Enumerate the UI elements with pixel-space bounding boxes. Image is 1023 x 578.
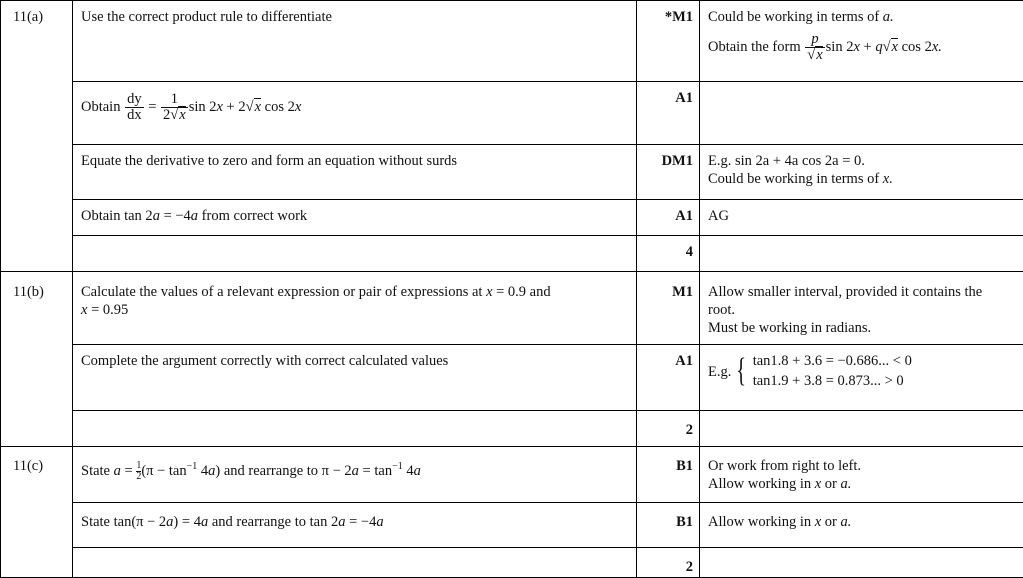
guidance-cell: Allow working in x or a. — [700, 503, 1023, 548]
total-marks: 4 — [637, 236, 700, 272]
mark-cell: *M1 — [637, 1, 700, 82]
guidance-cell — [700, 82, 1023, 145]
mark-cell: A1 — [637, 345, 700, 411]
guidance-cell: E.g. sin 2a + 4a cos 2a = 0. Could be working in terms of x. — [700, 145, 1023, 200]
table-row — [1, 1, 1023, 82]
question-number: 11(b) — [1, 272, 73, 345]
mark-cell: DM1 — [637, 145, 700, 200]
table-row — [1, 503, 1023, 548]
brace-icon: { — [737, 354, 747, 388]
answer-cell: Use the correct product rule to differentiate — [73, 1, 637, 82]
table-row — [1, 82, 1023, 145]
total-marks: 2 — [637, 411, 700, 447]
question-number: 11(a) — [1, 1, 73, 82]
answer-cell: Obtain $\frac{dy}{dx}$ = $\frac{1}{2√x}$ sin 2x + 2√x cos 2x — [73, 82, 637, 145]
guidance-cell: E.g. { tan1.8 + 3.6 = −0.686... < 0 tan1.9 + 3.8 = 0.873... > 0 — [700, 345, 1023, 411]
guidance-cell: AG — [700, 200, 1023, 236]
table-row — [1, 411, 1023, 447]
answer-cell: State a = $\frac{1}{2}$ $(\pi - \tan^{-1} 4a)$ and rearrange to $\pi - 2a = \tan^{-1} 4a$ — [73, 447, 637, 503]
table-row — [1, 345, 1023, 411]
question-number: 11(c) — [1, 447, 73, 503]
total-marks: 2 — [637, 548, 700, 578]
answer-cell: Complete the argument correctly with correct calculated values — [73, 345, 637, 411]
mark-cell: B1 — [637, 447, 700, 503]
answer-cell: State tan(π − 2a) = 4a and rearrange to tan 2a = −4a — [73, 503, 637, 548]
answer-cell: Equate the derivative to zero and form an equation without surds — [73, 145, 637, 200]
mark-cell: A1 — [637, 82, 700, 145]
table-row — [1, 145, 1023, 200]
table-row — [1, 200, 1023, 236]
answer-cell: Calculate the values of a relevant expression or pair of expressions at x = 0.9 and x = 0.95 — [73, 272, 637, 345]
table-row — [1, 447, 1023, 503]
table-row — [1, 236, 1023, 272]
table-row — [1, 272, 1023, 345]
mark-cell: M1 — [637, 272, 700, 345]
guidance-cell: Or work from right to left. Allow working in x or a. — [700, 447, 1023, 503]
guidance-cell: Could be working in terms of a. Obtain the form $\frac{p}{√x}$ sin 2x + q√x cos 2x. — [700, 1, 1023, 82]
table-row — [1, 548, 1023, 578]
guidance-cell: Allow smaller interval, provided it contains the root. Must be working in radians. — [700, 272, 1023, 345]
answer-cell: Obtain tan 2a = −4a from correct work — [73, 200, 637, 236]
mark-cell: A1 — [637, 200, 700, 236]
mark-cell: B1 — [637, 503, 700, 548]
